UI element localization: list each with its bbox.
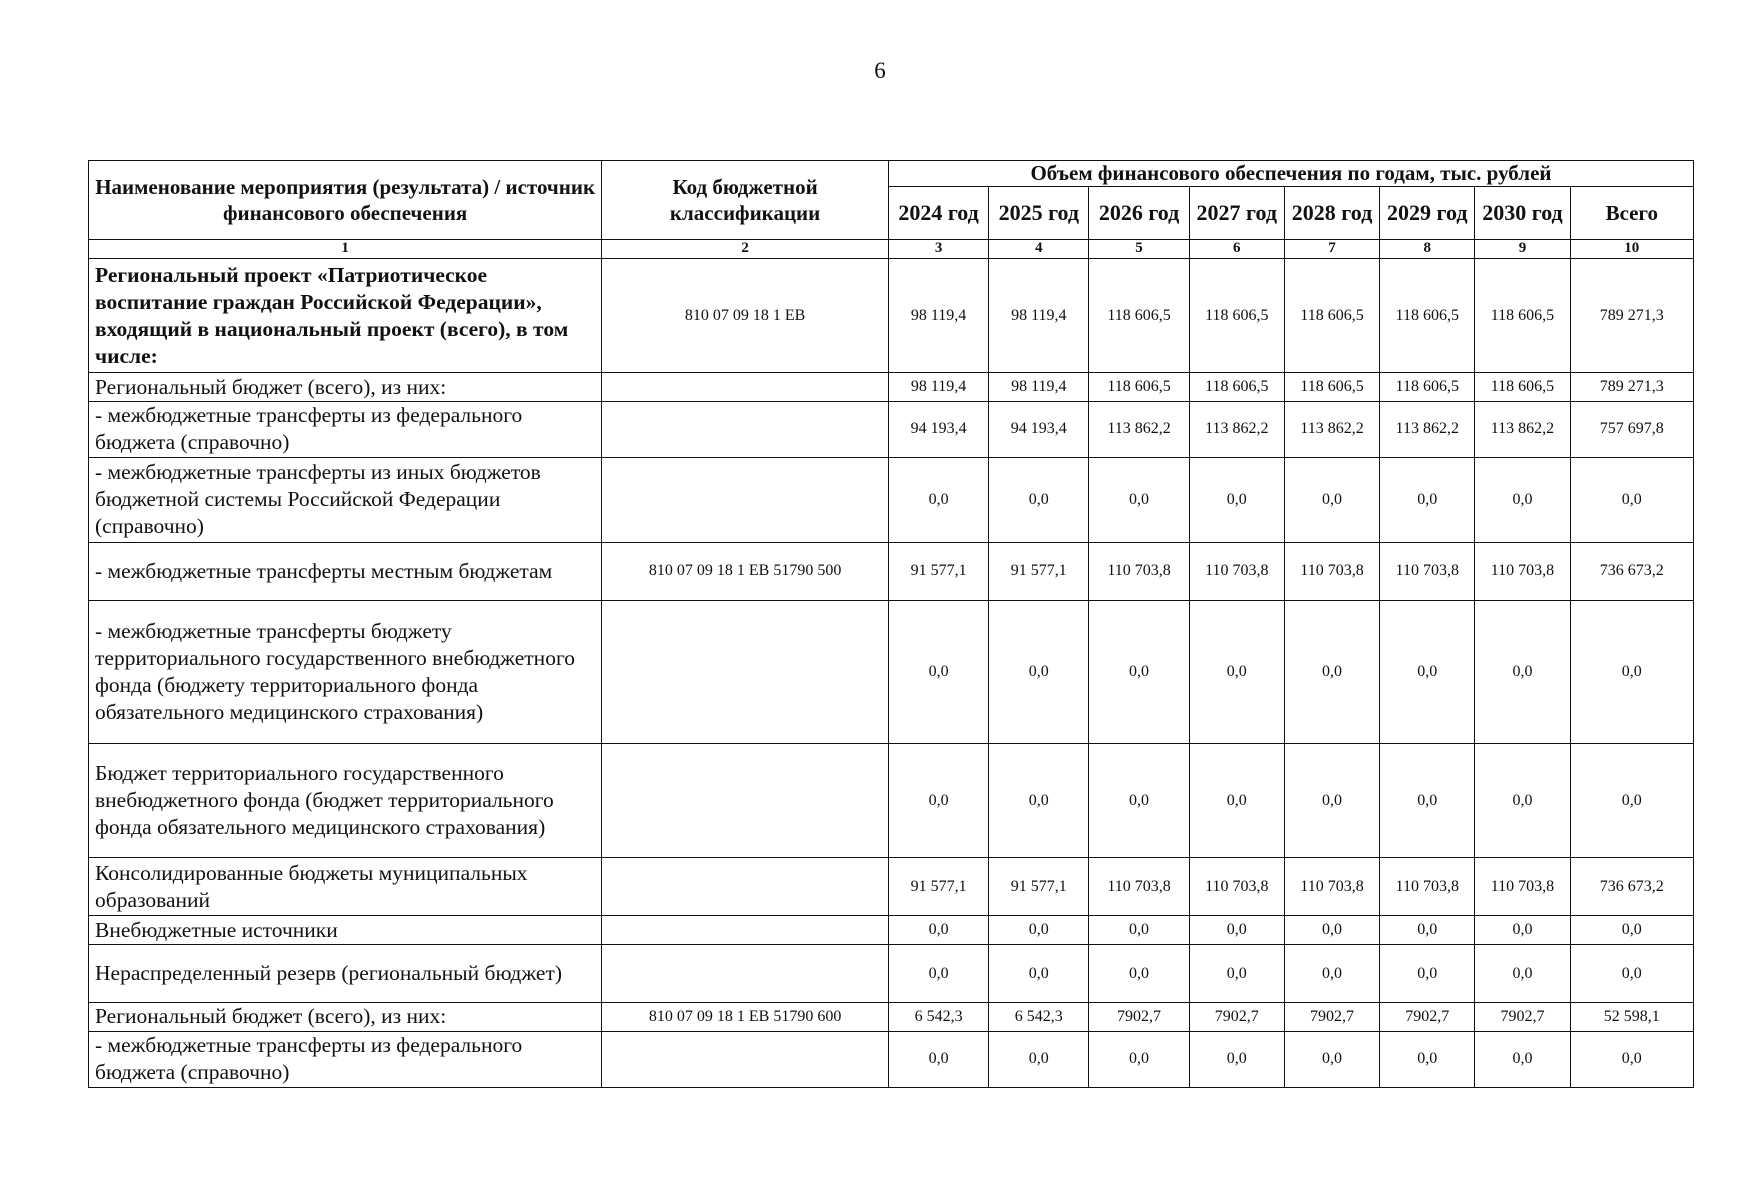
row-year-value: 7902,7 xyxy=(1475,1003,1570,1032)
row-year-value: 98 119,4 xyxy=(989,258,1089,372)
year-header: 2024 год xyxy=(888,186,988,239)
row-year-value: 7902,7 xyxy=(1284,1003,1379,1032)
row-total-value: 0,0 xyxy=(1570,916,1693,945)
col-header-code: Код бюджетной классификации xyxy=(602,161,889,240)
row-year-value: 118 606,5 xyxy=(1089,258,1189,372)
row-year-value: 0,0 xyxy=(989,458,1089,543)
table-row xyxy=(89,373,1694,402)
row-name: Региональный бюджет (всего), из них: xyxy=(89,373,602,402)
row-year-value: 0,0 xyxy=(888,1031,988,1087)
row-year-value: 0,0 xyxy=(1284,916,1379,945)
row-year-value: 118 606,5 xyxy=(1475,258,1570,372)
row-year-value: 91 577,1 xyxy=(888,858,988,916)
table-row xyxy=(89,858,1694,916)
row-year-value: 110 703,8 xyxy=(1284,542,1379,600)
row-year-value: 0,0 xyxy=(1089,600,1189,743)
header-row-top xyxy=(89,161,1694,187)
table-row xyxy=(89,542,1694,600)
row-year-value: 0,0 xyxy=(1475,1031,1570,1087)
row-year-value: 0,0 xyxy=(1089,743,1189,857)
row-year-value: 0,0 xyxy=(888,944,988,1002)
row-year-value: 0,0 xyxy=(1475,600,1570,743)
row-year-value: 0,0 xyxy=(888,600,988,743)
row-name: Консолидированные бюджеты муниципальных образований xyxy=(89,858,602,916)
row-total-value: 0,0 xyxy=(1570,458,1693,543)
row-code xyxy=(602,916,889,945)
row-year-value: 110 703,8 xyxy=(1189,858,1284,916)
table-row xyxy=(89,1031,1694,1087)
column-index: 2 xyxy=(602,239,889,258)
row-year-value: 7902,7 xyxy=(1189,1003,1284,1032)
row-year-value: 0,0 xyxy=(1284,458,1379,543)
row-total-value: 0,0 xyxy=(1570,944,1693,1002)
table-row xyxy=(89,401,1694,457)
row-year-value: 0,0 xyxy=(1089,1031,1189,1087)
row-year-value: 0,0 xyxy=(1089,916,1189,945)
column-index: 10 xyxy=(1570,239,1693,258)
row-year-value: 118 606,5 xyxy=(1089,373,1189,402)
row-total-value: 52 598,1 xyxy=(1570,1003,1693,1032)
row-name: - межбюджетные трансферты бюджету территориального государственного внебюджетного фонда (бюджету территориального фонда обязательного медицинского страхования) xyxy=(89,600,602,743)
row-year-value: 0,0 xyxy=(1284,600,1379,743)
row-code: 810 07 09 18 1 EB 51790 500 xyxy=(602,542,889,600)
row-name: Внебюджетные источники xyxy=(89,916,602,945)
row-year-value: 0,0 xyxy=(1189,458,1284,543)
row-total-value: 757 697,8 xyxy=(1570,401,1693,457)
row-name: Региональный проект «Патриотическое воспитание граждан Российской Федерации», входящий в национальный проект (всего), в том числе: xyxy=(89,258,602,372)
row-year-value: 6 542,3 xyxy=(888,1003,988,1032)
col-header-name: Наименование мероприятия (результата) / источник финансового обеспечения xyxy=(89,161,602,240)
row-year-value: 94 193,4 xyxy=(989,401,1089,457)
row-code xyxy=(602,373,889,402)
table-row xyxy=(89,458,1694,543)
row-year-value: 91 577,1 xyxy=(989,858,1089,916)
column-index: 5 xyxy=(1089,239,1189,258)
row-code: 810 07 09 18 1 EB xyxy=(602,258,889,372)
year-header: 2027 год xyxy=(1189,186,1284,239)
row-year-value: 0,0 xyxy=(1284,743,1379,857)
row-year-value: 0,0 xyxy=(1284,1031,1379,1087)
row-year-value: 94 193,4 xyxy=(888,401,988,457)
row-year-value: 98 119,4 xyxy=(989,373,1089,402)
row-year-value: 110 703,8 xyxy=(1475,858,1570,916)
row-year-value: 118 606,5 xyxy=(1189,258,1284,372)
column-index: 7 xyxy=(1284,239,1379,258)
row-total-value: 0,0 xyxy=(1570,600,1693,743)
table-row xyxy=(89,1003,1694,1032)
row-year-value: 118 606,5 xyxy=(1284,258,1379,372)
row-year-value: 7902,7 xyxy=(1380,1003,1475,1032)
column-index: 3 xyxy=(888,239,988,258)
row-year-value: 110 703,8 xyxy=(1380,858,1475,916)
row-year-value: 0,0 xyxy=(1475,944,1570,1002)
row-year-value: 110 703,8 xyxy=(1189,542,1284,600)
row-name: - межбюджетные трансферты местным бюджетам xyxy=(89,542,602,600)
row-year-value: 6 542,3 xyxy=(989,1003,1089,1032)
table-body xyxy=(89,161,1694,1088)
table-row xyxy=(89,944,1694,1002)
row-year-value: 113 862,2 xyxy=(1189,401,1284,457)
column-index: 4 xyxy=(989,239,1089,258)
row-year-value: 7902,7 xyxy=(1089,1003,1189,1032)
row-name: - межбюджетные трансферты из федерального бюджета (справочно) xyxy=(89,401,602,457)
row-code xyxy=(602,458,889,543)
row-code xyxy=(602,401,889,457)
row-year-value: 0,0 xyxy=(1089,944,1189,1002)
year-header: 2029 год xyxy=(1380,186,1475,239)
row-year-value: 0,0 xyxy=(989,916,1089,945)
row-code xyxy=(602,743,889,857)
row-total-value: 0,0 xyxy=(1570,1031,1693,1087)
row-total-value: 789 271,3 xyxy=(1570,373,1693,402)
row-year-value: 0,0 xyxy=(1380,600,1475,743)
row-year-value: 0,0 xyxy=(1475,743,1570,857)
column-index: 6 xyxy=(1189,239,1284,258)
row-name: Бюджет территориального государственного внебюджетного фонда (бюджет территориального фонда обязательного медицинского страхования) xyxy=(89,743,602,857)
row-year-value: 0,0 xyxy=(1380,1031,1475,1087)
row-year-value: 118 606,5 xyxy=(1189,373,1284,402)
page-number: 6 xyxy=(874,58,886,83)
row-year-value: 91 577,1 xyxy=(888,542,988,600)
row-year-value: 0,0 xyxy=(989,1031,1089,1087)
row-year-value: 0,0 xyxy=(989,600,1089,743)
row-year-value: 0,0 xyxy=(888,458,988,543)
row-year-value: 110 703,8 xyxy=(1475,542,1570,600)
row-total-value: 736 673,2 xyxy=(1570,858,1693,916)
table-row xyxy=(89,258,1694,372)
row-year-value: 113 862,2 xyxy=(1089,401,1189,457)
row-year-value: 0,0 xyxy=(888,743,988,857)
row-total-value: 736 673,2 xyxy=(1570,542,1693,600)
row-year-value: 110 703,8 xyxy=(1380,542,1475,600)
row-year-value: 118 606,5 xyxy=(1475,373,1570,402)
row-year-value: 110 703,8 xyxy=(1284,858,1379,916)
row-year-value: 0,0 xyxy=(1380,944,1475,1002)
row-name: Региональный бюджет (всего), из них: xyxy=(89,1003,602,1032)
row-year-value: 0,0 xyxy=(1189,600,1284,743)
row-year-value: 0,0 xyxy=(1089,458,1189,543)
row-year-value: 0,0 xyxy=(888,916,988,945)
row-year-value: 98 119,4 xyxy=(888,258,988,372)
row-name: - межбюджетные трансферты из иных бюджетов бюджетной системы Российской Федерации (справочно) xyxy=(89,458,602,543)
row-year-value: 113 862,2 xyxy=(1475,401,1570,457)
col-header-volume: Объем финансового обеспечения по годам, тыс. рублей xyxy=(888,161,1693,187)
row-name: Нераспределенный резерв (региональный бюджет) xyxy=(89,944,602,1002)
row-code xyxy=(602,858,889,916)
column-index: 9 xyxy=(1475,239,1570,258)
row-total-value: 0,0 xyxy=(1570,743,1693,857)
row-year-value: 0,0 xyxy=(1475,458,1570,543)
row-year-value: 0,0 xyxy=(1380,743,1475,857)
row-year-value: 0,0 xyxy=(1189,743,1284,857)
row-code: 810 07 09 18 1 EB 51790 600 xyxy=(602,1003,889,1032)
row-year-value: 118 606,5 xyxy=(1284,373,1379,402)
row-year-value: 118 606,5 xyxy=(1380,373,1475,402)
table-row xyxy=(89,916,1694,945)
column-index: 1 xyxy=(89,239,602,258)
column-index-row xyxy=(89,239,1694,258)
year-header: 2026 год xyxy=(1089,186,1189,239)
row-year-value: 118 606,5 xyxy=(1380,258,1475,372)
row-year-value: 110 703,8 xyxy=(1089,858,1189,916)
row-year-value: 110 703,8 xyxy=(1089,542,1189,600)
year-header: 2030 год xyxy=(1475,186,1570,239)
year-header: 2028 год xyxy=(1284,186,1379,239)
row-year-value: 91 577,1 xyxy=(989,542,1089,600)
row-year-value: 0,0 xyxy=(1380,458,1475,543)
total-header: Всего xyxy=(1570,186,1693,239)
row-total-value: 789 271,3 xyxy=(1570,258,1693,372)
table-row xyxy=(89,743,1694,857)
row-year-value: 0,0 xyxy=(1284,944,1379,1002)
column-index: 8 xyxy=(1380,239,1475,258)
year-header: 2025 год xyxy=(989,186,1089,239)
table-row xyxy=(89,600,1694,743)
row-year-value: 98 119,4 xyxy=(888,373,988,402)
row-year-value: 0,0 xyxy=(1189,944,1284,1002)
row-code xyxy=(602,1031,889,1087)
row-code xyxy=(602,600,889,743)
row-year-value: 0,0 xyxy=(1189,916,1284,945)
row-year-value: 0,0 xyxy=(989,743,1089,857)
row-year-value: 0,0 xyxy=(989,944,1089,1002)
financing-table xyxy=(88,160,1694,1088)
row-code xyxy=(602,944,889,1002)
row-year-value: 113 862,2 xyxy=(1284,401,1379,457)
row-year-value: 113 862,2 xyxy=(1380,401,1475,457)
row-year-value: 0,0 xyxy=(1380,916,1475,945)
row-year-value: 0,0 xyxy=(1475,916,1570,945)
row-name: - межбюджетные трансферты из федерального бюджета (справочно) xyxy=(89,1031,602,1087)
row-year-value: 0,0 xyxy=(1189,1031,1284,1087)
